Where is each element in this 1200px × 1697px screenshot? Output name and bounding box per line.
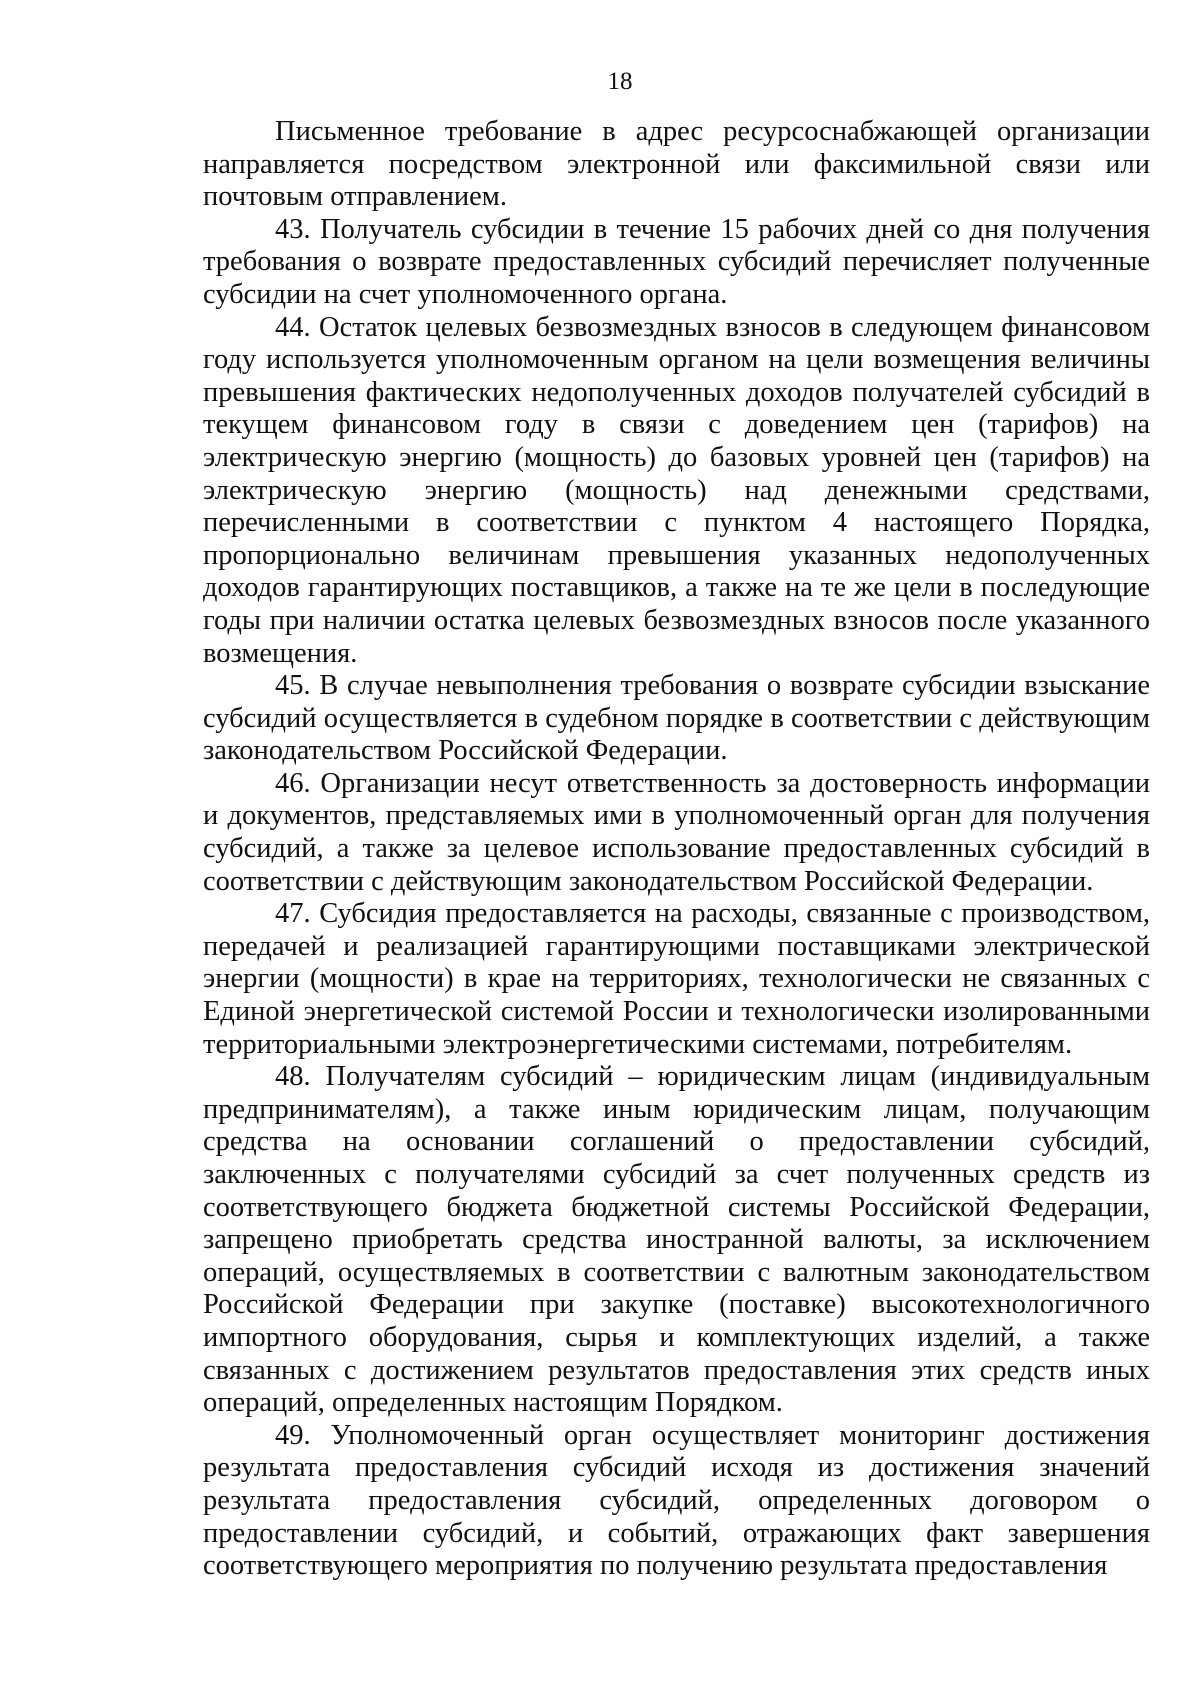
page-number: 18 <box>607 68 633 95</box>
paragraph-47: 47. Субсидия предоставляется на расходы, связанные с производством, передачей и реализацией гарантирующими поставщиками электрической энергии (мощности) в крае на территориях, технологически не связанных с Единой энергетической системой России и технологически изолированными территориальными электроэнергетическими системами, потребителям. <box>203 898 1150 1060</box>
paragraph-43: 43. Получатель субсидии в течение 15 рабочих дней со дня получения требования о возврате предоставленных субсидий перечисляет полученные субсидии на счет уполномоченного органа. <box>203 213 1150 310</box>
paragraph-46: 46. Организации несут ответственность за достоверность информации и документов, представляемых ими в уполномоченный орган для получения субсидий, а также за целевое использование предоставленных субсидий в соответствии с действующим законодательством Российской Федерации. <box>203 767 1150 897</box>
paragraph-48: 48. Получателям субсидий – юридическим лицам (индивидуальным предпринимателям), а также иным юридическим лицам, получающим средства на основании соглашений о предоставлении субсидий, заключенных с получателями субсидий за счет полученных средств из соответствующего бюджета бюджетной системы Российской Федерации, запрещено приобретать средства иностранной валюты, за исключением операций, осуществляемых в соответствии с валютным законодательством Российской Федерации при закупке (поставке) высокотехнологичного импортного оборудования, сырья и комплектующих изделий, а также связанных с достижением результатов предоставления этих средств иных операций, определенных настоящим Порядком. <box>203 1061 1150 1419</box>
paragraph-written-demand: Письменное требование в адрес ресурсоснабжающей организации направляется посредством электронной или факсимильной связи или почтовым отправлением. <box>203 116 1150 213</box>
document-body <box>203 116 1150 1583</box>
paragraph-49: 49. Уполномоченный орган осуществляет мониторинг достижения результата предоставления субсидий исходя из достижения значений результата предоставления субсидий, определенных договором о предоставлении субсидий, и событий, отражающих факт завершения соответствующего мероприятия по получению результата предоставления <box>203 1419 1150 1582</box>
paragraph-44: 44. Остаток целевых безвозмездных взносов в следующем финансовом году используется уполномоченным органом на цели возмещения величины превышения фактических недополученных доходов получателей субсидий в текущем финансовом году в связи с доведением цен (тарифов) на электрическую энергию (мощность) до базовых уровней цен (тарифов) на электрическую энергию (мощность) над денежными средствами, перечисленными в соответствии с пунктом 4 настоящего Порядка, пропорционально величинам превышения указанных недополученных доходов гарантирующих поставщиков, а также на те же цели в последующие годы при наличии остатка целевых безвозмездных взносов после указанного возмещения. <box>203 311 1150 669</box>
paragraph-45: 45. В случае невыполнения требования о возврате субсидии взыскание субсидий осуществляется в судебном порядке в соответствии с действующим законодательством Российской Федерации. <box>203 670 1150 767</box>
